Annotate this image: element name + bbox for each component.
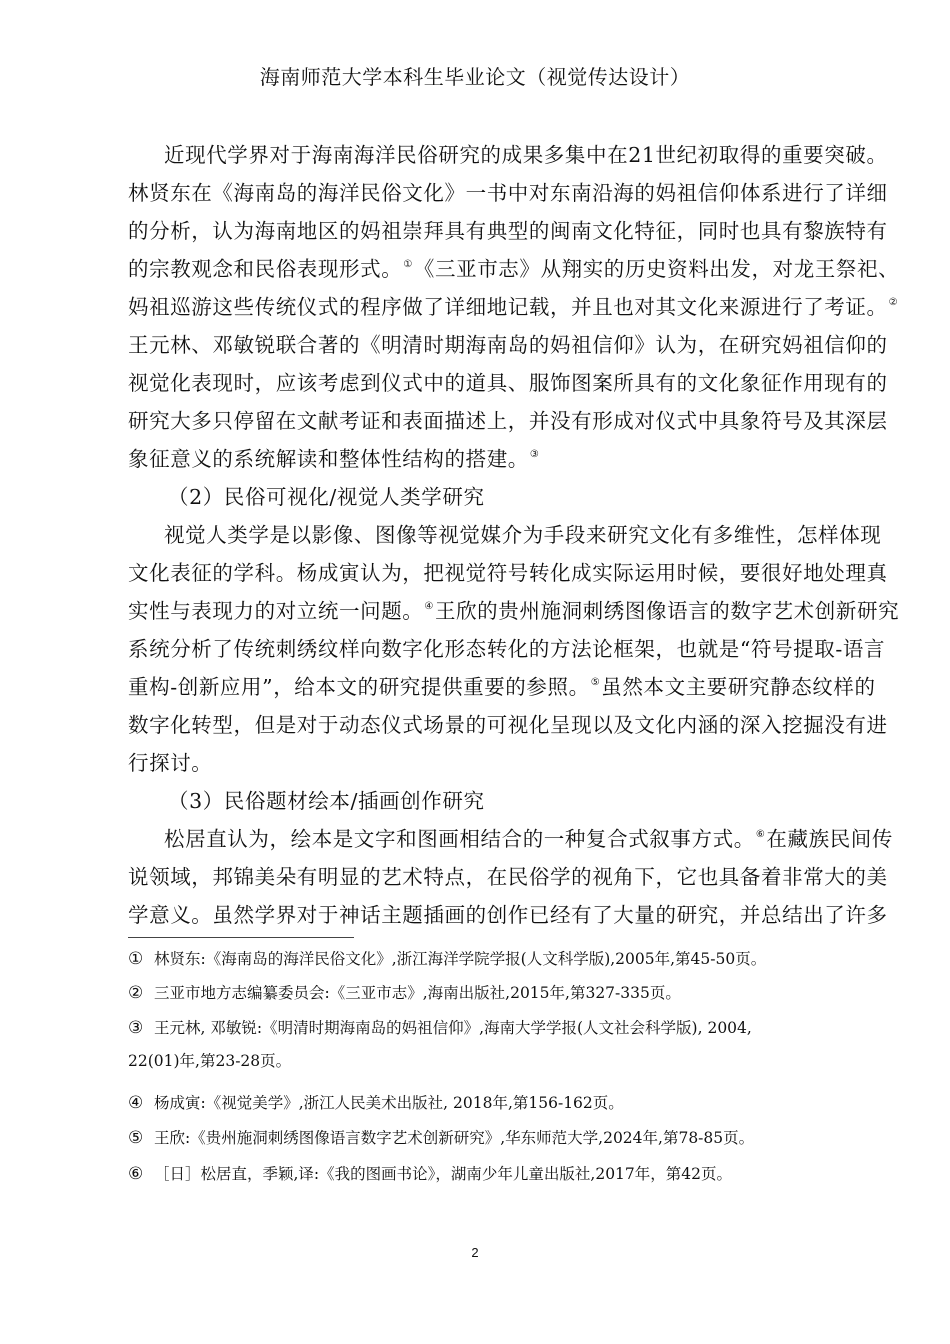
line-text: 松居直认为，绘本是文字和图画相结合的一种复合式叙事方式。: [164, 827, 755, 851]
body-line: 王元林、邓敏锐联合著的《明清时期海南岛的妈祖信仰》认为，在研究妈祖信仰的: [128, 333, 888, 357]
body-line: 行探讨。: [128, 751, 213, 775]
body-line: 研究大多只停留在文献考证和表面描述上，并没有形成对仪式中具象符号及其深层: [128, 409, 888, 433]
footnote-mark: ⑥: [128, 1164, 144, 1184]
footnote: [128, 981, 828, 1005]
line-text: 在藏族民间传: [766, 827, 893, 851]
body-line: 近现代学界对于海南海洋民俗研究的成果多集中在21世纪初取得的重要突破。: [164, 143, 888, 167]
footnote-text: ［日］松居直，季颖,译:《我的图画书论》，湖南少年儿童出版社,2017年，第42页。: [154, 1165, 732, 1183]
footnote-text: 三亚市地方志编纂委员会:《三亚市志》,海南出版社,2015年,第327-335页。: [154, 984, 681, 1002]
line-text: 《三亚市志》从翔实的历史资料出发，对龙王祭祀、: [413, 257, 900, 281]
line-text: 实性与表现力的对立统一问题。: [128, 599, 424, 623]
footnote-ref[interactable]: ④: [424, 601, 434, 612]
body-line: [128, 596, 900, 626]
body-line: [164, 824, 893, 854]
line-text: 王欣的贵州施洞刺绣图像语言的数字艺术创新研究: [434, 599, 900, 623]
footnote: [128, 947, 828, 971]
section-heading: （2）民俗可视化/视觉人类学研究: [168, 485, 485, 509]
body-line: 数字化转型，但是对于动态仪式场景的可视化呈现以及文化内涵的深入挖掘没有进: [128, 713, 888, 737]
footnote-text: 王元林, 邓敏锐:《明清时期海南岛的妈祖信仰》,海南大学学报(人文社会科学版), 2004,: [154, 1019, 752, 1037]
footnote-mark: ①: [128, 949, 144, 969]
footnote-ref[interactable]: ⑤: [590, 677, 601, 688]
body-line: 说领域，邦锦美朵有明显的艺术特点，在民俗学的视角下，它也具备着非常大的美: [128, 865, 888, 889]
footnote-mark: ②: [128, 983, 144, 1003]
page-header: 海南师范大学本科生毕业论文（视觉传达设计）: [259, 65, 691, 89]
line-text: 象征意义的系统解读和整体性结构的搭建。: [128, 447, 529, 471]
footnote-text: 杨成寅:《视觉美学》,浙江人民美术出版社, 2018年,第156-162页。: [154, 1094, 624, 1112]
body-line: [128, 292, 899, 322]
footnote-continuation: 22(01)年,第23-28页。: [128, 1052, 292, 1070]
footnote-text: 王欣:《贵州施洞刺绣图像语言数字艺术创新研究》,华东师范大学,2024年,第78-85页。: [154, 1129, 755, 1147]
footnote-ref[interactable]: ⑥: [755, 829, 766, 840]
line-text: 虽然本文主要研究静态纹样的: [601, 675, 876, 699]
footnote-ref[interactable]: ①: [403, 259, 413, 270]
footnote-mark: ④: [128, 1093, 144, 1113]
page-number: 2: [471, 1245, 479, 1260]
footnote-mark: ⑤: [128, 1128, 144, 1148]
section-heading: （3）民俗题材绘本/插画创作研究: [168, 789, 485, 813]
footnote: [128, 1091, 828, 1115]
footnote-text: 林贤东:《海南岛的海洋民俗文化》,浙江海洋学院学报(人文科学版),2005年,第45-50页。: [154, 950, 767, 968]
body-line: 系统分析了传统刺绣纹样向数字化形态转化的方法论框架，也就是“符号提取-语言: [128, 637, 886, 661]
footnote-ref[interactable]: ③: [529, 449, 540, 460]
footnote-separator: [128, 937, 354, 938]
footnote: [128, 1126, 828, 1150]
line-text: 妈祖巡游这些传统仪式的程序做了详细地记载，并且也对其文化来源进行了考证。: [128, 295, 888, 319]
footnote-mark: ③: [128, 1018, 144, 1038]
body-line: [128, 672, 876, 702]
body-line: [128, 444, 828, 474]
body-line: 文化表征的学科。杨成寅认为，把视觉符号转化成实际运用时候，要很好地处理真: [128, 561, 888, 585]
body-line: 学意义。虽然学界对于神话主题插画的创作已经有了大量的研究，并总结出了许多: [128, 903, 888, 927]
body-line: 的分析，认为海南地区的妈祖崇拜具有典型的闽南文化特征，同时也具有黎族特有: [128, 219, 888, 243]
body-line: 视觉人类学是以影像、图像等视觉媒介为手段来研究文化有多维性，怎样体现: [164, 523, 882, 547]
line-text: 重构-创新应用”，给本文的研究提供重要的参照。: [128, 675, 590, 699]
body-line: [128, 254, 900, 284]
body-line: 林贤东在《海南岛的海洋民俗文化》一书中对东南沿海的妈祖信仰体系进行了详细: [128, 181, 888, 205]
body-line: 视觉化表现时，应该考虑到仪式中的道具、服饰图案所具有的文化象征作用现有的: [128, 371, 888, 395]
footnote: [128, 1016, 828, 1040]
line-text: 的宗教观念和民俗表现形式。: [128, 257, 403, 281]
footnote-ref[interactable]: ②: [888, 297, 899, 308]
footnote: [128, 1162, 828, 1186]
